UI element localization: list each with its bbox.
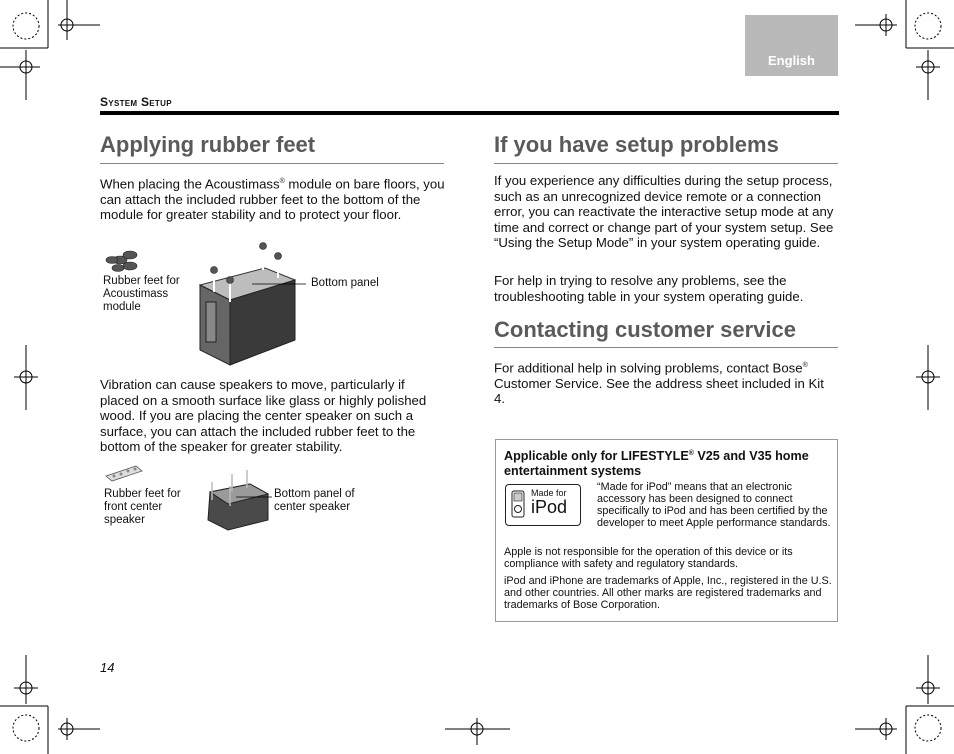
- page-number: 14: [100, 660, 115, 675]
- heading-rubber-feet: Applying rubber feet: [100, 132, 316, 157]
- badge-made-for: Made for: [531, 488, 567, 498]
- paragraph-customer-service: For additional help in solving problems, contact Bose® Customer Service. See the address sheet included in Kit 4.: [494, 360, 824, 407]
- heading-setup-problems: If you have setup problems: [494, 132, 779, 157]
- paragraph-vibration: Vibration can cause speakers to move, particularly if placed on a smooth surface like glass or highly polished wood. If you are placing the center speaker on such a surface, you can attach the included rubber feet to the bottom of the speaker for greater stability.: [100, 377, 427, 454]
- made-for-ipod-text: “Made for iPod” means that an electronic accessory has been designed to connect specifically to iPod and has been certified by the developer to meet Apple performance standards.: [597, 481, 831, 529]
- header-rule: [100, 111, 839, 115]
- heading-rule: [100, 163, 444, 164]
- heading-rule: [494, 163, 838, 164]
- paragraph-rubber-feet: When placing the Acoustimass® module on bare floors, you can attach the included rubber feet to the bottom of the module for greater stability and to protect your floor.: [100, 176, 445, 223]
- caption-bottom-panel: Bottom panel: [311, 277, 379, 289]
- caption-rubber-feet-acoustimass: Rubber feet for Acoustimass module: [103, 275, 180, 313]
- ipod-device-icon: [511, 490, 525, 518]
- paragraph-setup-problems: If you experience any difficulties during the setup process, such as an unrecognized device remote or a connection error, you can reactivate the interactive setup mode at any time and correct or change part of your system setup. See “Using the Setup Mode” in your system operating guide.: [494, 173, 834, 250]
- apple-disclaimer: Apple is not responsible for the operation of this device or its compliance with safety and regulatory standards.: [504, 546, 793, 570]
- language-tab[interactable]: [745, 15, 838, 76]
- notice-title: Applicable only for LIFESTYLE® V25 and V35 home entertainment systems: [504, 449, 809, 479]
- language-tab-label: English: [768, 53, 815, 68]
- heading-customer-service: Contacting customer service: [494, 317, 796, 342]
- badge-ipod: iPod: [531, 497, 568, 517]
- section-label: System Setup: [100, 95, 172, 109]
- made-for-ipod-badge: [505, 484, 581, 526]
- caption-rubber-feet-center: Rubber feet for front center speaker: [104, 488, 181, 526]
- paragraph-troubleshooting: For help in trying to resolve any problems, see the troubleshooting table in your system operating guide.: [494, 273, 804, 304]
- trademark-notice: iPod and iPhone are trademarks of Apple, Inc., registered in the U.S. and other countries. All other marks are registered trademarks and trademarks of Bose Corporation.: [504, 575, 832, 611]
- caption-bottom-panel-center: Bottom panel of center speaker: [274, 488, 355, 513]
- heading-rule: [494, 347, 838, 348]
- ipod-notice-box: [495, 439, 838, 622]
